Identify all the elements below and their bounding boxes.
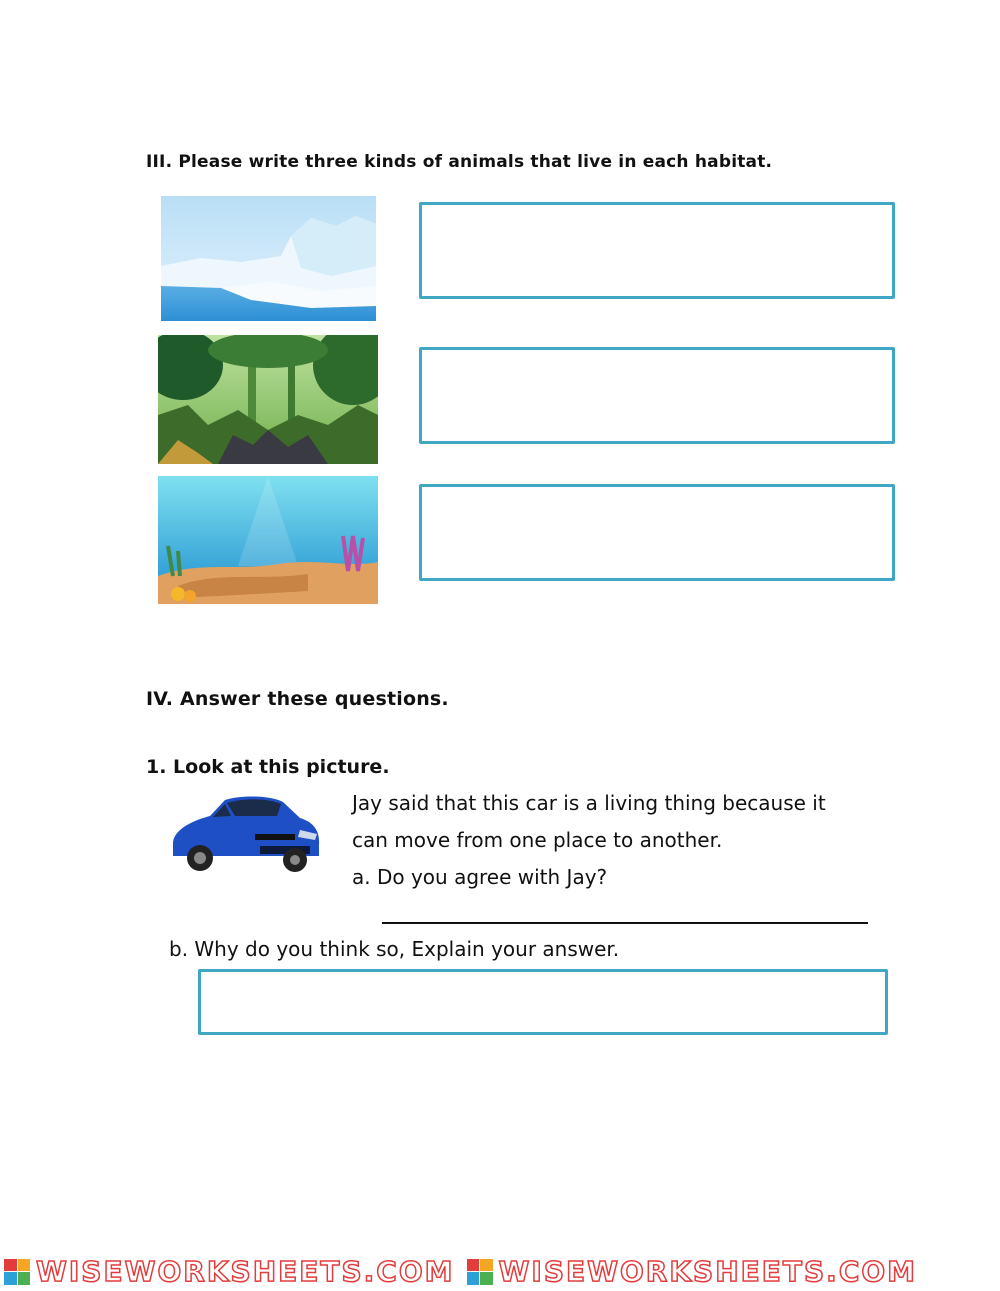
question-1-line-2: can move from one place to another. (352, 828, 723, 852)
jungle-image (158, 335, 378, 464)
question-1-line-1: Jay said that this car is a living thing because it (352, 791, 826, 815)
arctic-ice-image (161, 196, 376, 321)
blue-car-image (165, 790, 322, 876)
brand-text-repeat: WISEWORKSHEETS.COM (498, 1255, 918, 1288)
question-1a: a. Do you agree with Jay? (352, 865, 608, 889)
answer-line-a[interactable] (382, 922, 868, 924)
jungle-answer-box[interactable] (419, 347, 895, 444)
brand-text: WISEWORKSHEETS.COM (36, 1255, 455, 1288)
footer-brand-strip (0, 1252, 1000, 1291)
logo-squares-icon (467, 1259, 493, 1285)
ocean-answer-box[interactable] (419, 484, 895, 581)
section-3-heading: III. Please write three kinds of animals that live in each habitat. (146, 152, 773, 172)
brand-logo-repeat (463, 1255, 918, 1288)
section-4-heading: IV. Answer these questions. (146, 688, 449, 710)
question-1-title: 1. Look at this picture. (146, 756, 390, 778)
logo-squares-icon (4, 1259, 30, 1285)
question-1b: b. Why do you think so, Explain your answer. (169, 937, 620, 961)
brand-logo (0, 1255, 455, 1288)
ocean-image (158, 476, 378, 604)
arctic-answer-box[interactable] (419, 202, 895, 299)
answer-box-b[interactable] (198, 969, 888, 1035)
